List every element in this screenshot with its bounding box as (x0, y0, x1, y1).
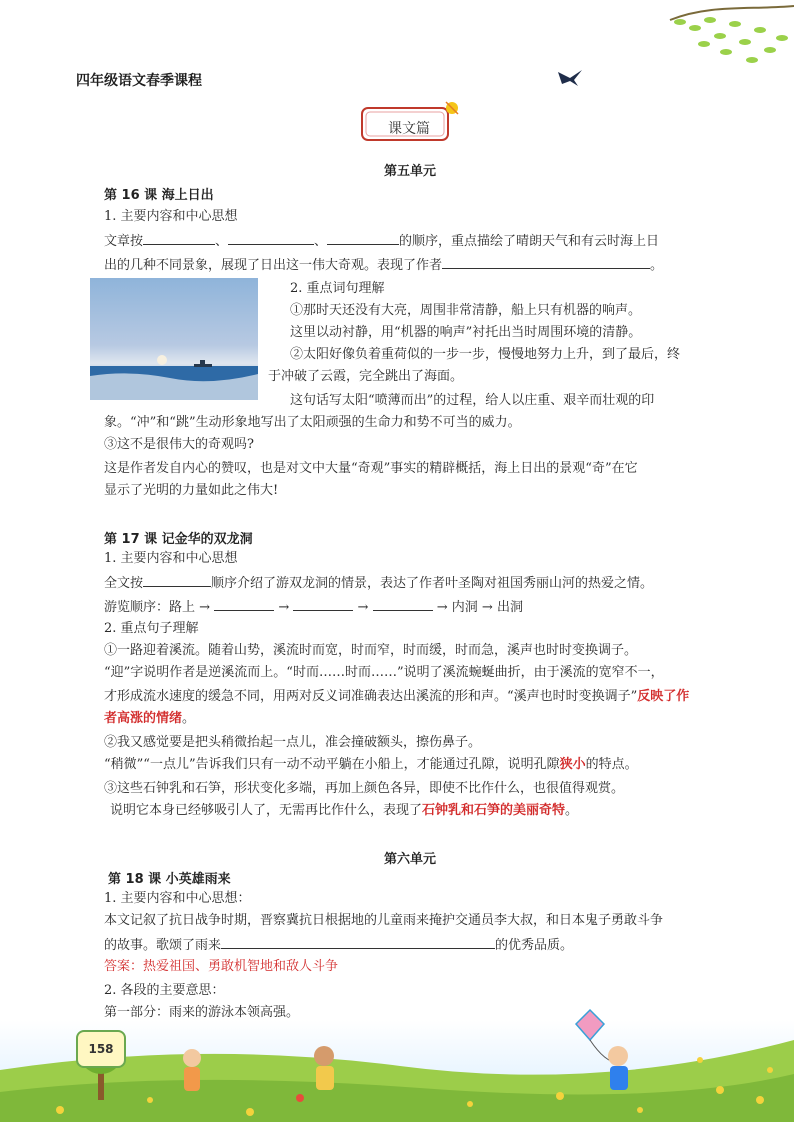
text: 内洞 (451, 600, 478, 615)
arrow-icon: → (481, 600, 493, 615)
arrow-icon: → (278, 600, 290, 615)
lesson18-part1: 第一部分：雨来的游泳本领高强。 (104, 1005, 300, 1020)
text: 顺序介绍了游双龙洞的情景，表达了作者叶圣陶对祖国秀丽山河的热爱之情。 (211, 576, 654, 591)
blank[interactable] (327, 230, 399, 245)
blank[interactable] (143, 230, 215, 245)
text: 的优秀品质。 (495, 938, 574, 953)
blank[interactable] (221, 934, 495, 949)
lesson17-q2: ②我又感觉要是把头稍微抬起一点儿，准会撞破额头，擦伤鼻子。 (104, 735, 482, 750)
highlight: 者高涨的情绪 (104, 711, 183, 726)
lesson16-a2-line1: 这句话写太阳“喷薄而出”的过程，给人以庄重、艰辛而壮观的印 (290, 393, 655, 408)
lesson17-a1-line2 (104, 686, 689, 708)
text: 全文按 (104, 576, 144, 591)
lesson17-a1-line1: “迎”字说明作者是逆溪流而上。“时而……时而……”说明了溪流蜿蜒曲折，由于溪流的宽窄不一， (104, 665, 664, 680)
lesson17-q3: ③这些石钟乳和石笋，形状变化多端，再加上颜色各异，即使不比作什么，也很值得观赏。 (104, 781, 625, 796)
text: 、 (314, 234, 328, 249)
lesson16-a1: 这里以动衬静，用“机器的响声”衬托出当时周围环境的清静。 (290, 325, 642, 340)
lesson16-title: 第 16 课 海上日出 (104, 188, 214, 203)
lesson18-s1-heading: 1. 主要内容和中心思想： (104, 891, 251, 906)
text: 的故事。歌颂了雨来 (104, 938, 222, 953)
text: 出洞 (496, 600, 523, 615)
willow-decoration (600, 0, 794, 70)
blank[interactable] (214, 596, 274, 611)
arrow-icon: → (199, 600, 211, 615)
text: 的顺序，重点描绘了晴朗天气和有云时海上日 (399, 234, 660, 249)
text: 文章按 (104, 234, 144, 249)
highlight: 反映了作 (637, 689, 690, 704)
text: 说明它本身已经够吸引人了，无需再比作什么，表现了 (110, 803, 423, 818)
lesson17-a3 (110, 800, 578, 822)
text: 出的几种不同景象，展现了日出这一伟大奇观。表现了作者 (104, 258, 443, 273)
lesson18-answer: 答案：热爱祖国、勇敢机智地和敌人斗争 (104, 959, 339, 974)
text: 、 (215, 234, 229, 249)
lesson17-a1-line3 (104, 708, 195, 730)
blank[interactable] (373, 596, 433, 611)
lesson17-title: 第 17 课 记金华的双龙洞 (104, 532, 253, 547)
lesson16-q3: ③这不是很伟大的奇观吗? (104, 437, 254, 452)
blank[interactable] (228, 230, 314, 245)
lesson17-p1 (104, 572, 653, 595)
lesson18-s2-heading: 2. 各段的主要意思： (104, 983, 225, 998)
lesson16-p1-line2 (104, 254, 663, 277)
text: 。 (565, 803, 579, 818)
lesson18-p1-line1: 本文记叙了抗日战争时期，晋察冀抗日根据地的儿童雨来掩护交通员李大叔，和日本鬼子勇敢斗争 (104, 913, 664, 928)
lesson16-q2-line1: ②太阳好像负着重荷似的一步一步，慢慢地努力上升，到了最后，终 (290, 347, 681, 362)
lesson17-q1: ①一路迎着溪流。随着山势，溪流时而宽，时而窄，时而缓，时而急，溪声也时时变换调子。 (104, 643, 638, 658)
lesson16-a3-line1: 这是作者发自内心的赞叹，也是对文中大量“奇观”事实的精辟概括，海上日出的景观“奇”在它 (104, 461, 638, 476)
lesson16-q2-line2: 于冲破了云霞，完全跳出了海面。 (268, 369, 464, 384)
blank[interactable] (143, 572, 211, 587)
blank[interactable] (442, 254, 650, 269)
text: “稍微”“一点儿”告诉我们只有一动不动平躺在小船上，才能通过孔隙，说明孔隙 (104, 757, 560, 772)
lesson16-q1: ①那时天还没有大亮，周围非常清静，船上只有机器的响声。 (290, 303, 642, 318)
text: 才形成流水速度的缓急不同，用两对反义词准确表达出溪流的形和声。“溪声也时时变换调子” (104, 689, 638, 704)
blank[interactable] (293, 596, 353, 611)
text: 。 (650, 258, 664, 273)
lesson16-s1-heading: 1. 主要内容和中心思想 (104, 209, 238, 224)
highlight: 狭小 (559, 757, 586, 772)
unit6-title: 第六单元 (384, 852, 437, 867)
badge-label: 课文篇 (388, 121, 430, 137)
arrow-icon: → (357, 600, 369, 615)
lesson17-a2 (104, 754, 638, 776)
text: 的特点。 (585, 757, 638, 772)
lesson16-a2-line2: 象。“冲”和“跳”生动形象地写出了太阳顽强的生命力和势不可当的威力。 (104, 415, 521, 430)
page-number: 158 (76, 1030, 126, 1068)
text: 。 (182, 711, 196, 726)
lesson17-s2-heading: 2. 重点句子理解 (104, 621, 199, 636)
lesson16-p1-line1 (104, 230, 659, 253)
unit5-title: 第五单元 (384, 164, 437, 179)
lesson16-s2-heading: 2. 重点词句理解 (290, 281, 385, 296)
highlight: 石钟乳和石笋的美丽奇特 (422, 803, 566, 818)
swallow-icon (556, 68, 584, 88)
lesson18-title: 第 18 课 小英雄雨来 (108, 872, 231, 887)
lesson16-a3-line2: 显示了光明的力量如此之伟大! (104, 483, 279, 498)
text: 游览顺序：路上 (104, 600, 196, 615)
lesson17-s1-heading: 1. 主要内容和中心思想 (104, 551, 238, 566)
course-title: 四年级语文春季课程 (76, 73, 202, 89)
lesson17-route (104, 596, 523, 619)
arrow-icon: → (436, 600, 448, 615)
lesson18-p1-line2 (104, 934, 573, 957)
sea-sunrise-photo (90, 278, 258, 400)
